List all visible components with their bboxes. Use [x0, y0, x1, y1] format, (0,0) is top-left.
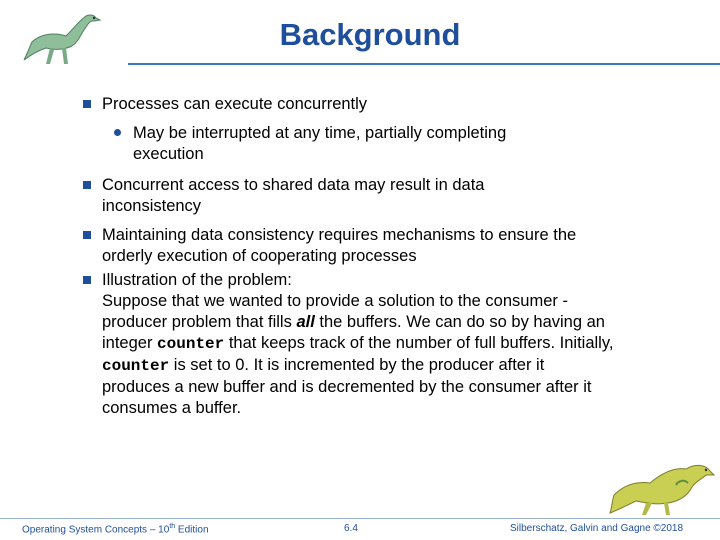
sub-bullet-dot-icon — [114, 129, 121, 136]
footer-page-number: 6.4 — [344, 523, 358, 534]
footer-left-tail: Edition — [175, 524, 209, 536]
bullet-3-text: Maintaining data consistency requires mechanisms to ensure the orderly execution of cooperating processes — [102, 226, 577, 265]
footer-left-text: Operating System Concepts – 10 — [22, 524, 170, 536]
footer-divider — [0, 518, 720, 519]
slide-title: Background — [279, 17, 461, 52]
bullet-2-text: Concurrent access to shared data may result in data inconsistency — [102, 176, 485, 215]
bullet-4-part1: Suppose that we wanted to provide a solution to the consumer -producer problem that fills — [102, 292, 568, 331]
bullet-4-text — [102, 270, 614, 419]
code-counter-1: counter — [157, 335, 225, 353]
dinosaur-logo-bottom-right — [606, 455, 716, 517]
code-counter-2: counter — [102, 357, 170, 375]
bullet-square-icon — [83, 276, 91, 284]
bullet-1-text: Processes can execute concurrently — [102, 95, 368, 113]
bullet-square-icon — [83, 100, 91, 108]
emphasis-all: all — [296, 313, 315, 331]
footer-left — [22, 523, 209, 535]
dinosaur-logo-top-left — [20, 6, 115, 68]
bullet-square-icon — [83, 181, 91, 189]
bullet-4-part2: that keeps track of the number of full buffers. Initially, — [224, 334, 614, 352]
bullet-square-icon — [83, 231, 91, 239]
title-underline — [128, 63, 720, 65]
footer-left-sup: th — [169, 523, 176, 530]
footer-right: Silberschatz, Galvin and Gagne ©2018 — [510, 523, 684, 534]
sub-bullet-text: May be interrupted at any time, partially completing execution — [133, 124, 507, 163]
bullet-4-part1b: the buffers. We can do so by having an integer — [102, 313, 605, 352]
bullet-4-part3: is set to 0. It is incremented by the producer after it produces a new buffer and is decremented by the consumer after it consumes a buffer. — [102, 356, 592, 417]
bullet-4-heading: Illustration of the problem: — [102, 271, 292, 289]
